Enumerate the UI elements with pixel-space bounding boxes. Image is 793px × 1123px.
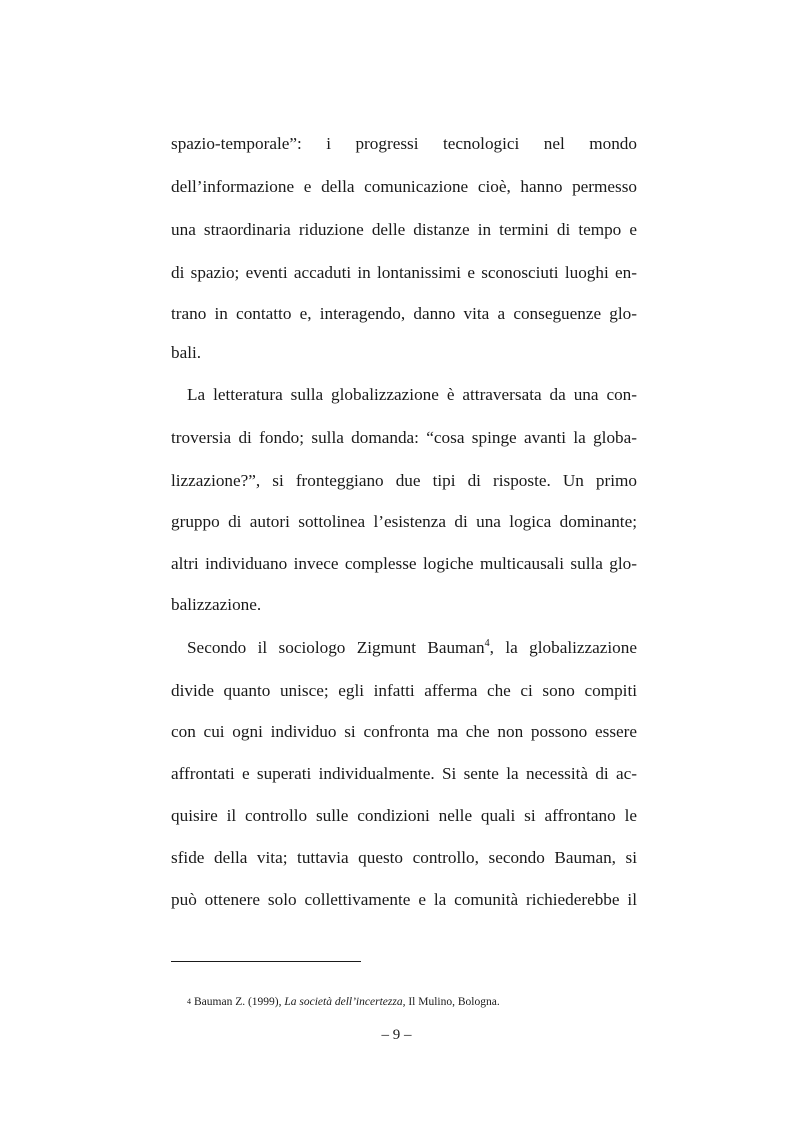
- text-line: sfide della vita; tuttavia questo controllo, secondo Bauman, si: [171, 848, 637, 867]
- text-line: [187, 636, 637, 660]
- page-number: – 9 –: [381, 1027, 412, 1043]
- text-line: affrontati e superati individualmente. Si sente la necessità di ac-: [171, 764, 637, 783]
- footnote-publisher: Il Mulino, Bologna.: [405, 996, 500, 1008]
- text-line: bali.: [171, 343, 202, 362]
- text-line: balizzazione.: [171, 595, 262, 614]
- text-line: dell’informazione e della comunicazione cioè, hanno permesso: [171, 177, 637, 196]
- text-line: di spazio; eventi accaduti in lontanissimi e sconosciuti luoghi en-: [171, 263, 637, 282]
- footnote-title: La società dell’incertezza,: [284, 996, 406, 1008]
- footnote-separator: [171, 961, 361, 962]
- text-line: quisire il controllo sulle condizioni nelle quali si affrontano le: [171, 806, 637, 825]
- text-line: spazio-temporale”: i progressi tecnologici nel mondo: [171, 134, 637, 153]
- text-line: La letteratura sulla globalizzazione è attraversata da una con-: [187, 385, 637, 404]
- footnote-author: Bauman Z. (1999),: [194, 996, 285, 1008]
- text-line: divide quanto unisce; egli infatti afferma che ci sono compiti: [171, 681, 637, 700]
- footnote: [187, 994, 500, 1010]
- text-line: gruppo di autori sottolinea l’esistenza di una logica dominante;: [171, 512, 637, 531]
- text-line: trano in contatto e, interagendo, danno vita a conseguenze glo-: [171, 304, 637, 323]
- text-run: , la globalizzazione: [489, 638, 637, 657]
- footnote-reference[interactable]: 4: [484, 638, 490, 649]
- text-run: Secondo il sociologo Zigmunt Bauman: [187, 638, 485, 657]
- text-line: lizzazione?”, si fronteggiano due tipi di risposte. Un primo: [171, 471, 637, 490]
- text-line: con cui ogni individuo si confronta ma che non possono essere: [171, 722, 637, 741]
- text-line: una straordinaria riduzione delle distanze in termini di tempo e: [171, 220, 637, 239]
- text-line: altri individuano invece complesse logiche multicausali sulla glo-: [171, 554, 637, 573]
- text-line: può ottenere solo collettivamente e la comunità richiederebbe il: [171, 890, 637, 909]
- footnote-mark: 4: [187, 997, 191, 1006]
- text-line: troversia di fondo; sulla domanda: “cosa spinge avanti la globa-: [171, 428, 637, 447]
